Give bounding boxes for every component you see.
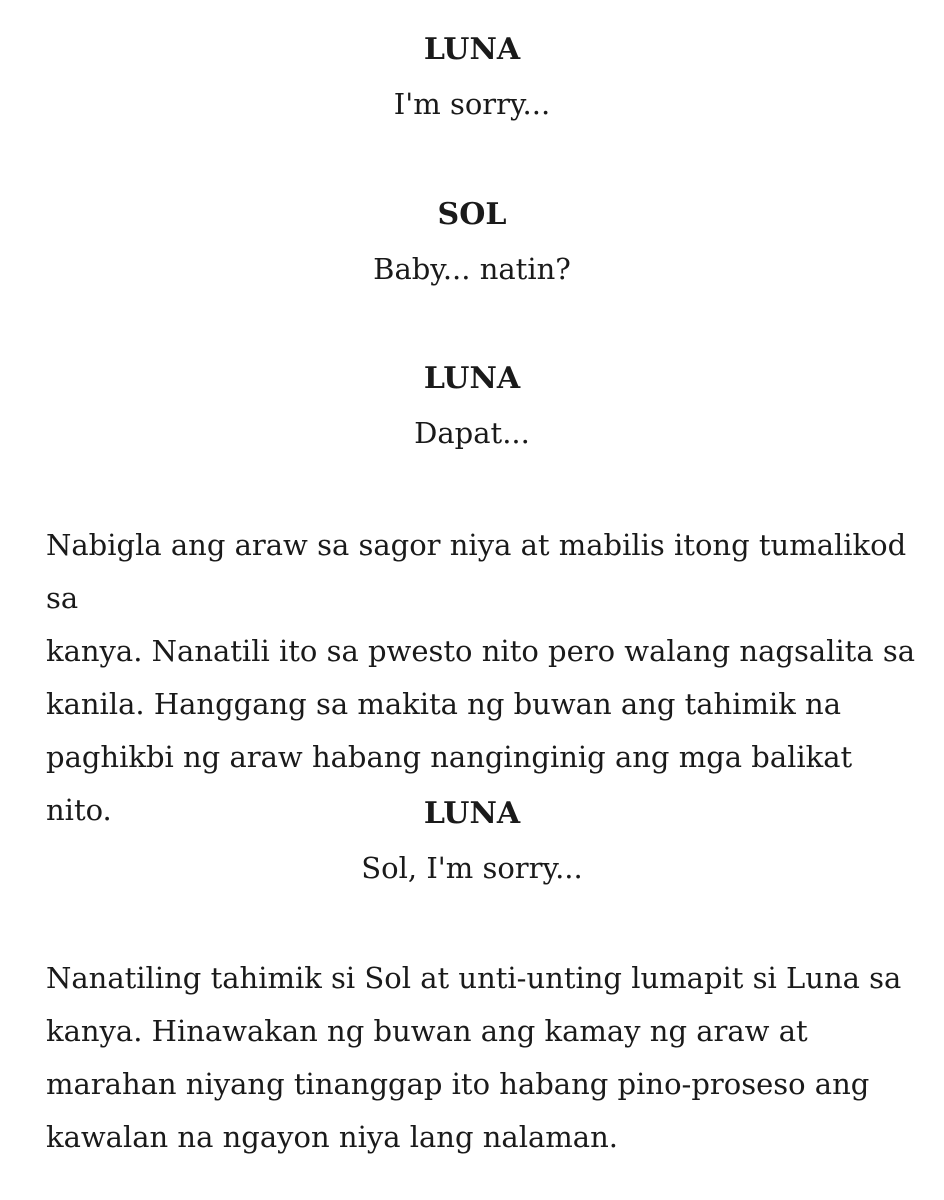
dialogue-line: Sol, I'm sorry... xyxy=(361,851,583,885)
narration-line: paghikbi ng araw habang nanginginig ang mga balikat nito. xyxy=(46,740,853,827)
dialogue-block xyxy=(0,197,944,287)
dialogue-line: Baby... natin? xyxy=(373,252,571,286)
speaker-name: SOL xyxy=(437,197,507,232)
narration-line: kanya. Hinawakan ng buwan ang kamay ng araw at xyxy=(46,1014,808,1048)
narration-paragraph xyxy=(46,519,926,837)
dialogue-line: Dapat... xyxy=(414,416,530,450)
narration-line: kawalan na ngayon niya lang nalaman. xyxy=(46,1120,618,1154)
dialogue-block xyxy=(0,796,944,886)
speaker-name: LUNA xyxy=(423,796,521,831)
narration-line: kanila. Hanggang sa makita ng buwan ang tahimik na xyxy=(46,687,842,721)
dialogue-block xyxy=(0,361,944,451)
narration-paragraph xyxy=(46,952,926,1164)
dialogue-block xyxy=(0,32,944,122)
dialogue-line: I'm sorry... xyxy=(393,87,551,121)
narration-line: marahan niyang tinanggap ito habang pino-proseso ang xyxy=(46,1067,870,1101)
narration-line: Nanatiling tahimik si Sol at unti-unting lumapit si Luna sa xyxy=(46,961,902,995)
narration-line: Nabigla ang araw sa sagor niya at mabilis itong tumalikod sa xyxy=(46,528,907,615)
speaker-name: LUNA xyxy=(423,32,521,67)
narration-line: kanya. Nanatili ito sa pwesto nito pero walang nagsalita sa xyxy=(46,634,916,668)
speaker-name: LUNA xyxy=(423,361,521,396)
